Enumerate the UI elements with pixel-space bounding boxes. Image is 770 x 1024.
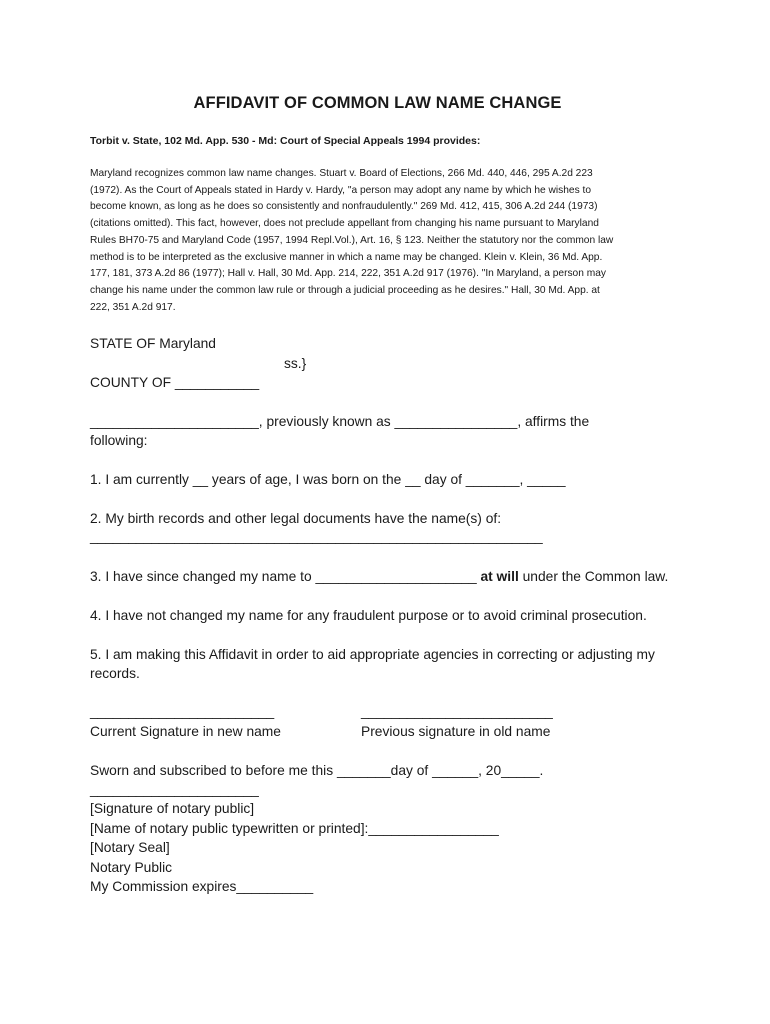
paragraph-line: Rules BH70-75 and Maryland Code (1957, 1994 Repl.Vol.), Art. 16, § 123. Neither the statutory nor the common law: [90, 234, 614, 246]
affiant-intro-cont: following:: [90, 433, 148, 448]
previous-signature-line: _________________________: [361, 704, 553, 719]
legal-paragraph: [90, 166, 690, 316]
notary-name-label: [Name of notary public typewritten or printed]:_________________: [90, 821, 499, 836]
venue-ss: ss.}: [284, 356, 307, 371]
item-name-change-tail: under the Common law.: [518, 569, 669, 584]
item-name-change: [90, 569, 668, 584]
commission-expires: My Commission expires__________: [90, 879, 314, 894]
paragraph-line: 177, 181, 373 A.2d 86 (1977); Hall v. Hall, 30 Md. App. 214, 222, 351 A.2d 917 (1976). "In Maryland, a person may: [90, 268, 606, 280]
paragraph-line: change his name under the common law rule or through a judicial proceeding as he desires." Hall, 30 Md. App. at: [90, 284, 600, 296]
sworn-statement: Sworn and subscribed to before me this _______day of ______, 20_____.: [90, 763, 544, 778]
paragraph-line: 222, 351 A.2d 917.: [90, 301, 176, 313]
case-citation: Torbit v. State, 102 Md. App. 530 - Md: Court of Special Appeals 1994 provides:: [90, 135, 481, 147]
venue-county: COUNTY OF ___________: [90, 375, 260, 390]
notary-signature-label: [Signature of notary public]: [90, 801, 255, 816]
notary-seal-label: [Notary Seal]: [90, 840, 170, 855]
paragraph-line: method is to be interpreted as the exclusive manner in which a name may be changed. Klein v. Klein, 36 Md. App.: [90, 251, 603, 263]
item-birth-records: 2. My birth records and other legal documents have the name(s) of:: [90, 511, 502, 526]
paragraph-line: become known, as long as he does so consistently and nonfraudulently." 269 Md. 412, 415, 306 A.2d 244 (1973): [90, 201, 598, 213]
notary-signature-line: ______________________: [90, 782, 259, 797]
paragraph-line: (citations omitted). This fact, however, does not preclude appellant from changing his name pursuant to Maryland: [90, 218, 599, 230]
current-signature-line: ________________________: [90, 704, 275, 719]
birth-names-blank: ___________________________________________________________: [90, 529, 543, 544]
item-no-fraud: 4. I have not changed my name for any fraudulent purpose or to avoid criminal prosecution.: [90, 608, 647, 623]
venue-state: STATE OF Maryland: [90, 336, 216, 351]
affiant-intro: ______________________, previously known as ________________, affirms the: [90, 414, 590, 429]
previous-signature-label: Previous signature in old name: [361, 724, 551, 739]
current-signature-label: Current Signature in new name: [90, 724, 281, 739]
document-title: AFFIDAVIT OF COMMON LAW NAME CHANGE: [193, 94, 562, 112]
paragraph-line: (1972). As the Court of Appeals stated in Hardy v. Hardy, "a person may adopt any name by which he wishes to: [90, 184, 591, 196]
at-will-text: at will: [480, 569, 519, 584]
item-name-change-text: 3. I have since changed my name to _____________________: [90, 569, 481, 584]
item-age-birth: 1. I am currently __ years of age, I was born on the __ day of _______, _____: [90, 472, 566, 487]
item-purpose: 5. I am making this Affidavit in order to aid appropriate agencies in correcting or adjusting my: [90, 647, 655, 662]
paragraph-line: Maryland recognizes common law name changes. Stuart v. Board of Elections, 266 Md. 440, 446, 295 A.2d 223: [90, 168, 593, 179]
notary-public-label: Notary Public: [90, 860, 173, 875]
item-purpose-cont: records.: [90, 666, 140, 681]
